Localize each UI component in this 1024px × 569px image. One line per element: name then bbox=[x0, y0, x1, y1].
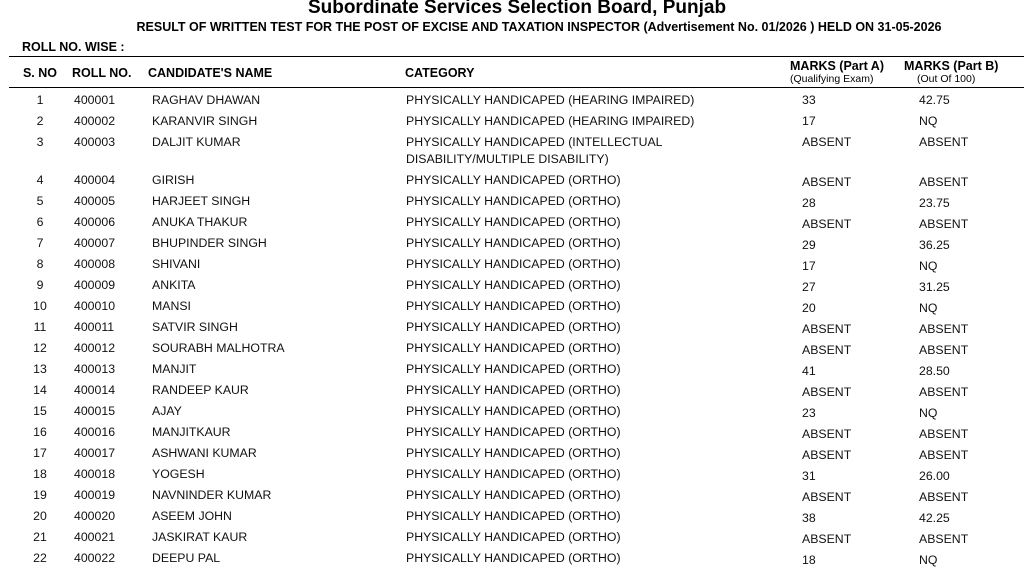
part-b-sublabel: (Out Of 100) bbox=[917, 73, 976, 85]
category: PHYSICALLY HANDICAPED (ORTHO) bbox=[406, 236, 621, 250]
marks-part-b: NQ bbox=[919, 406, 938, 420]
header-bottom-rule bbox=[9, 87, 1024, 88]
marks-part-a: 28 bbox=[802, 196, 816, 210]
roll-number: 400008 bbox=[74, 257, 116, 271]
serial-number: 18 bbox=[33, 467, 47, 481]
marks-part-a: 17 bbox=[802, 259, 816, 273]
serial-number: 6 bbox=[36, 215, 44, 229]
roll-number: 400019 bbox=[74, 488, 116, 502]
marks-part-b: ABSENT bbox=[919, 322, 969, 336]
candidate-name: JASKIRAT KAUR bbox=[152, 530, 248, 544]
marks-part-b: ABSENT bbox=[919, 448, 969, 462]
serial-number: 5 bbox=[36, 194, 44, 208]
candidate-name: NAVNINDER KUMAR bbox=[152, 488, 272, 502]
marks-part-a: ABSENT bbox=[802, 448, 852, 462]
candidate-name: YOGESH bbox=[152, 467, 205, 481]
category: PHYSICALLY HANDICAPED (ORTHO) bbox=[406, 320, 621, 334]
candidate-name: DALJIT KUMAR bbox=[152, 135, 241, 149]
candidate-name: RAGHAV DHAWAN bbox=[152, 93, 261, 107]
serial-number: 4 bbox=[36, 173, 44, 187]
category: PHYSICALLY HANDICAPED (ORTHO) bbox=[406, 299, 621, 313]
header-top-rule bbox=[9, 56, 1024, 57]
category: PHYSICALLY HANDICAPED (ORTHO) bbox=[406, 488, 621, 502]
roll-number: 400021 bbox=[74, 530, 116, 544]
category: PHYSICALLY HANDICAPED (ORTHO) bbox=[406, 257, 621, 271]
marks-part-a: ABSENT bbox=[802, 343, 852, 357]
serial-number: 3 bbox=[36, 135, 44, 149]
marks-part-b: ABSENT bbox=[919, 385, 969, 399]
column-header-part-b bbox=[904, 59, 998, 89]
category: PHYSICALLY HANDICAPED (ORTHO) bbox=[406, 278, 621, 292]
marks-part-a: 20 bbox=[802, 301, 816, 315]
marks-part-b: 23.75 bbox=[919, 196, 950, 210]
category: PHYSICALLY HANDICAPED (ORTHO) bbox=[406, 173, 621, 187]
marks-part-a: ABSENT bbox=[802, 490, 852, 504]
roll-number: 400004 bbox=[74, 173, 116, 187]
candidate-name: MANJITKAUR bbox=[152, 425, 231, 439]
roll-number: 400020 bbox=[74, 509, 116, 523]
candidate-name: SATVIR SINGH bbox=[152, 320, 238, 334]
marks-part-b: ABSENT bbox=[919, 532, 969, 546]
marks-part-b: 42.25 bbox=[919, 511, 950, 525]
result-subtitle: RESULT OF WRITTEN TEST FOR THE POST OF EXCISE AND TAXATION INSPECTOR (Advertisement No. 01/2026 ) HELD ON 31-05-2026 bbox=[136, 20, 942, 34]
candidate-name: ANKITA bbox=[152, 278, 196, 292]
roll-number: 400017 bbox=[74, 446, 116, 460]
category: PHYSICALLY HANDICAPED (ORTHO) bbox=[406, 425, 621, 439]
serial-number: 7 bbox=[36, 236, 44, 250]
category: PHYSICALLY HANDICAPED (INTELLECTUAL bbox=[406, 135, 663, 149]
marks-part-a: ABSENT bbox=[802, 385, 852, 399]
roll-number: 400010 bbox=[74, 299, 116, 313]
marks-part-a: ABSENT bbox=[802, 135, 852, 149]
category: PHYSICALLY HANDICAPED (ORTHO) bbox=[406, 215, 621, 229]
category: PHYSICALLY HANDICAPED (HEARING IMPAIRED) bbox=[406, 114, 695, 128]
roll-number: 400001 bbox=[74, 93, 116, 107]
candidate-name: ASEEM JOHN bbox=[152, 509, 232, 523]
category: PHYSICALLY HANDICAPED (ORTHO) bbox=[406, 509, 621, 523]
category: PHYSICALLY HANDICAPED (ORTHO) bbox=[406, 194, 621, 208]
marks-part-a: 23 bbox=[802, 406, 816, 420]
marks-part-b: ABSENT bbox=[919, 135, 969, 149]
marks-part-a: 17 bbox=[802, 114, 816, 128]
candidate-name: HARJEET SINGH bbox=[152, 194, 251, 208]
roll-number: 400005 bbox=[74, 194, 116, 208]
marks-part-b: NQ bbox=[919, 114, 938, 128]
candidate-name: KARANVIR SINGH bbox=[152, 114, 258, 128]
marks-part-a: 31 bbox=[802, 469, 816, 483]
roll-number: 400007 bbox=[74, 236, 116, 250]
serial-number: 8 bbox=[36, 257, 44, 271]
serial-number: 21 bbox=[33, 530, 47, 544]
part-b-label: MARKS (Part B) bbox=[904, 59, 999, 73]
roll-number: 400003 bbox=[74, 135, 116, 149]
serial-number: 1 bbox=[36, 93, 44, 107]
column-header-category: CATEGORY bbox=[405, 66, 475, 80]
column-header-name: CANDIDATE'S NAME bbox=[148, 66, 273, 80]
roll-number: 400018 bbox=[74, 467, 116, 481]
page-title: Subordinate Services Selection Board, Punjab bbox=[307, 0, 727, 18]
marks-part-b: 42.75 bbox=[919, 93, 950, 107]
column-header-roll: ROLL NO. bbox=[72, 66, 132, 80]
category: PHYSICALLY HANDICAPED (ORTHO) bbox=[406, 383, 621, 397]
marks-part-b: NQ bbox=[919, 301, 938, 315]
part-a-label: MARKS (Part A) bbox=[790, 59, 884, 73]
serial-number: 16 bbox=[33, 425, 47, 439]
marks-part-b: 26.00 bbox=[919, 469, 950, 483]
candidate-name: MANJIT bbox=[152, 362, 197, 376]
marks-part-b: 36.25 bbox=[919, 238, 950, 252]
marks-part-b: ABSENT bbox=[919, 490, 969, 504]
marks-part-a: 38 bbox=[802, 511, 816, 525]
marks-part-a: ABSENT bbox=[802, 175, 852, 189]
roll-number: 400009 bbox=[74, 278, 116, 292]
serial-number: 14 bbox=[33, 383, 47, 397]
serial-number: 12 bbox=[33, 341, 47, 355]
roll-number: 400012 bbox=[74, 341, 116, 355]
marks-part-a: 29 bbox=[802, 238, 816, 252]
marks-part-b: ABSENT bbox=[919, 427, 969, 441]
column-header-part-a bbox=[790, 59, 884, 89]
roll-number: 400002 bbox=[74, 114, 116, 128]
marks-part-a: ABSENT bbox=[802, 532, 852, 546]
part-a-sublabel: (Qualifying Exam) bbox=[790, 73, 874, 85]
category: PHYSICALLY HANDICAPED (ORTHO) bbox=[406, 530, 621, 544]
candidate-name: BHUPINDER SINGH bbox=[152, 236, 267, 250]
marks-part-b: 31.25 bbox=[919, 280, 950, 294]
marks-part-a: 33 bbox=[802, 93, 816, 107]
serial-number: 20 bbox=[33, 509, 47, 523]
candidate-name: RANDEEP KAUR bbox=[152, 383, 249, 397]
candidate-name: ANUKA THAKUR bbox=[152, 215, 248, 229]
serial-number: 11 bbox=[33, 320, 47, 334]
roll-number: 400014 bbox=[74, 383, 116, 397]
marks-part-a: 18 bbox=[802, 553, 816, 567]
roll-number: 400011 bbox=[74, 320, 115, 334]
marks-part-a: ABSENT bbox=[802, 217, 852, 231]
marks-part-a: 41 bbox=[802, 364, 816, 378]
roll-number: 400015 bbox=[74, 404, 116, 418]
serial-number: 13 bbox=[33, 362, 47, 376]
candidate-name: GIRISH bbox=[152, 173, 195, 187]
category: PHYSICALLY HANDICAPED (ORTHO) bbox=[406, 551, 621, 565]
roll-number: 400016 bbox=[74, 425, 116, 439]
serial-number: 19 bbox=[33, 488, 47, 502]
marks-part-a: ABSENT bbox=[802, 322, 852, 336]
marks-part-b: ABSENT bbox=[919, 217, 969, 231]
marks-part-a: ABSENT bbox=[802, 427, 852, 441]
roll-number: 400022 bbox=[74, 551, 116, 565]
serial-number: 17 bbox=[33, 446, 47, 460]
category: PHYSICALLY HANDICAPED (HEARING IMPAIRED) bbox=[406, 93, 695, 107]
category: PHYSICALLY HANDICAPED (ORTHO) bbox=[406, 446, 621, 460]
marks-part-b: NQ bbox=[919, 259, 938, 273]
candidate-name: MANSI bbox=[152, 299, 191, 313]
candidate-name: ASHWANI KUMAR bbox=[152, 446, 257, 460]
marks-part-b: ABSENT bbox=[919, 175, 969, 189]
marks-part-b: 28.50 bbox=[919, 364, 950, 378]
roll-number: 400006 bbox=[74, 215, 116, 229]
candidate-name: AJAY bbox=[152, 404, 182, 418]
roll-wise-label: ROLL NO. WISE : bbox=[22, 40, 125, 54]
serial-number: 9 bbox=[36, 278, 44, 292]
category: PHYSICALLY HANDICAPED (ORTHO) bbox=[406, 404, 621, 418]
category: PHYSICALLY HANDICAPED (ORTHO) bbox=[406, 362, 621, 376]
roll-number: 400013 bbox=[74, 362, 116, 376]
category: PHYSICALLY HANDICAPED (ORTHO) bbox=[406, 467, 621, 481]
candidate-name: DEEPU PAL bbox=[152, 551, 221, 565]
marks-part-b: NQ bbox=[919, 553, 938, 567]
candidate-name: SOURABH MALHOTRA bbox=[152, 341, 285, 355]
serial-number: 22 bbox=[33, 551, 47, 565]
category-continuation: DISABILITY/MULTIPLE DISABILITY) bbox=[406, 152, 609, 166]
serial-number: 15 bbox=[33, 404, 47, 418]
serial-number: 2 bbox=[36, 114, 44, 128]
category: PHYSICALLY HANDICAPED (ORTHO) bbox=[406, 341, 621, 355]
serial-number: 10 bbox=[33, 299, 47, 313]
candidate-name: SHIVANI bbox=[152, 257, 201, 271]
marks-part-a: 27 bbox=[802, 280, 816, 294]
marks-part-b: ABSENT bbox=[919, 343, 969, 357]
column-header-sno: S. NO bbox=[22, 66, 58, 80]
